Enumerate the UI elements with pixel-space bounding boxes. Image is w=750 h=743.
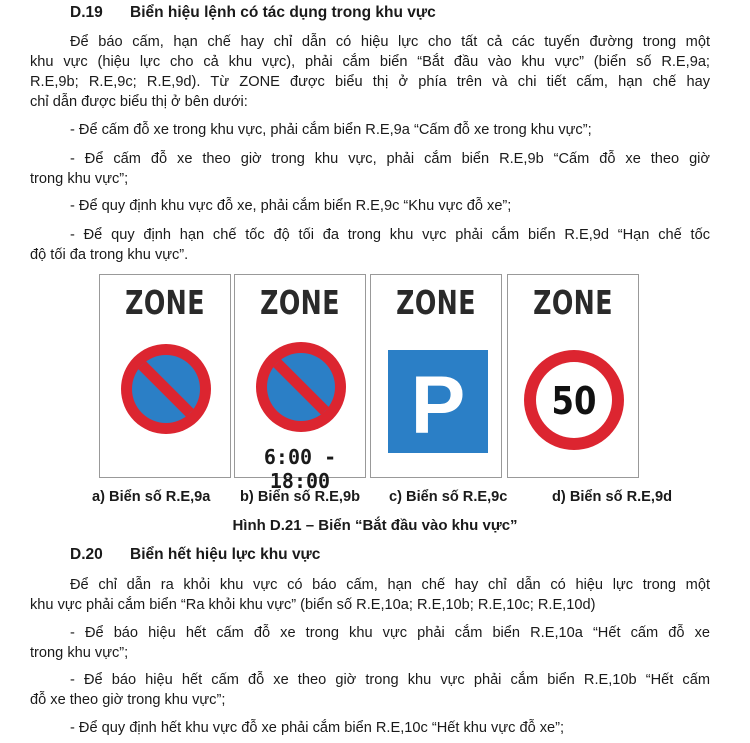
text-line: đỗ xe theo giờ trong khu vực”; bbox=[30, 692, 226, 708]
text-line: - Để báo hiệu hết cấm đỗ xe theo giờ trong khu vực phải cắm biển R.E,10b “Hết cấm bbox=[70, 672, 710, 688]
text-line: - Để báo hiệu hết cấm đỗ xe trong khu vực phải cắm biển R.E,10a “Hết cấm đỗ xe bbox=[70, 625, 710, 641]
speed-limit-icon bbox=[508, 275, 640, 479]
sign-re9d bbox=[507, 274, 639, 478]
bullet-item bbox=[30, 670, 710, 710]
text-line: - Để cấm đỗ xe trong khu vực, phải cắm biển R.E,9a “Cấm đỗ xe trong khu vực”; bbox=[70, 122, 592, 138]
text-line: R.E,9b; R.E,9c; R.E,9d). Từ ZONE được biểu thị ở phía trên và chi tiết cấm, hạn chế hay bbox=[30, 74, 710, 90]
text-line: Để báo cấm, hạn chế hay chỉ dẫn có hiệu lực cho tất cả các tuyến đường trong một bbox=[70, 34, 710, 50]
intro-paragraph-d19 bbox=[30, 32, 710, 112]
text-line: Để chỉ dẫn ra khỏi khu vực có báo cấm, hạn chế hay chỉ dẫn có hiệu lực trong một bbox=[70, 577, 710, 593]
bullet-item bbox=[30, 623, 710, 663]
text-line: trong khu vực”; bbox=[30, 645, 129, 661]
text-line: - Để quy định khu vực đỗ xe, phải cắm biển R.E,9c “Khu vực đỗ xe”; bbox=[70, 198, 512, 214]
text-line: trong khu vực”; bbox=[30, 171, 129, 187]
bullet-item bbox=[30, 196, 710, 216]
text-line: - Để quy định hạn chế tốc độ tối đa trong khu vực phải cắm biển R.E,9d “Hạn chế tốc bbox=[70, 227, 710, 243]
section-number: D.19 bbox=[70, 4, 103, 21]
section-heading-d20 bbox=[70, 546, 320, 564]
intro-paragraph-d20 bbox=[30, 575, 710, 615]
text-line: khu vực phải cắm biển “Ra khỏi khu vực” (biển số R.E,10a; R.E,10b; R.E,10c; R.E,10d) bbox=[30, 597, 596, 613]
text-line: - Để cấm đỗ xe theo giờ trong khu vực, phải cắm biển R.E,9b “Cấm đỗ xe theo giờ bbox=[70, 151, 710, 167]
section-number: D.20 bbox=[70, 546, 103, 563]
figure-title: Hình D.21 – Biển “Bắt đầu vào khu vực” bbox=[232, 517, 518, 534]
sign-re9b bbox=[234, 274, 366, 493]
text-line: chỉ dẫn được biểu thị ở bên dưới: bbox=[30, 94, 248, 110]
no-parking-icon bbox=[100, 275, 232, 479]
bullet-item bbox=[30, 718, 710, 738]
sign-re9a bbox=[99, 274, 231, 478]
bullet-item bbox=[30, 225, 710, 265]
caption-re9b: b) Biển số R.E,9b bbox=[240, 489, 361, 505]
sign-re9c bbox=[370, 274, 502, 478]
speed-value: 50 bbox=[551, 379, 597, 424]
zone-label: ZONE bbox=[533, 283, 613, 322]
text-line: - Để quy định hết khu vực đỗ xe phải cắm biển R.E,10c “Hết khu vực đỗ xe”; bbox=[70, 720, 565, 736]
section-title: Biển hiệu lệnh có tác dụng trong khu vực bbox=[130, 4, 436, 21]
section-heading-d19 bbox=[70, 4, 436, 22]
bullet-item bbox=[30, 149, 710, 189]
zone-label: ZONE bbox=[396, 283, 476, 322]
caption-re9c: c) Biển số R.E,9c bbox=[389, 489, 508, 505]
zone-label: ZONE bbox=[260, 283, 340, 322]
zone-label: ZONE bbox=[125, 283, 205, 322]
parking-symbol: P bbox=[410, 360, 466, 451]
text-line: độ tối đa trong khu vực”. bbox=[30, 247, 189, 263]
caption-re9d: d) Biển số R.E,9d bbox=[552, 489, 673, 505]
text-line: khu vực (hiệu lực cho cả khu vực), phải cắm biển “Bắt đầu vào khu vực” (biển số R.E,9a; bbox=[30, 54, 710, 70]
bullet-item bbox=[30, 120, 710, 140]
caption-re9a: a) Biển số R.E,9a bbox=[92, 489, 211, 505]
parking-icon bbox=[371, 275, 503, 479]
time-restriction: 6:00 - 18:00 bbox=[263, 445, 337, 493]
section-title: Biển hết hiệu lực khu vực bbox=[130, 546, 321, 563]
